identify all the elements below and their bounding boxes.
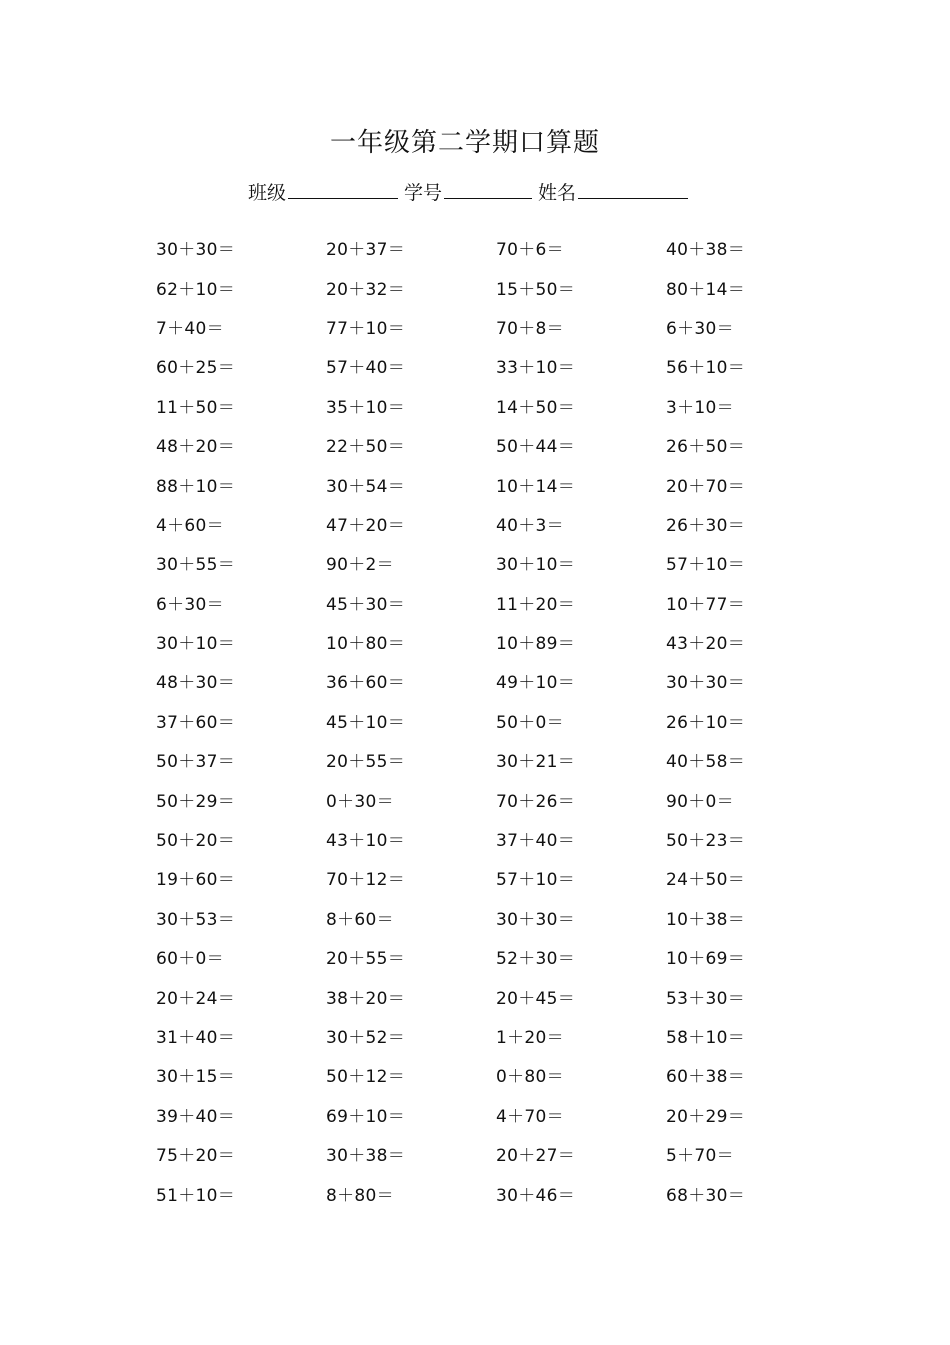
problem-item: 10＋89＝ [496, 634, 576, 655]
problem-item: 45＋10＝ [326, 712, 406, 733]
problem-row [156, 622, 836, 661]
problem-row [156, 1055, 836, 1094]
problem-item: 50＋44＝ [496, 437, 576, 458]
problem-row [156, 425, 836, 464]
problem-item: 62＋10＝ [156, 279, 236, 300]
problem-item: 10＋14＝ [496, 476, 576, 497]
problem-item: 50＋29＝ [156, 791, 236, 812]
problem-item: 31＋40＝ [156, 1028, 236, 1048]
problem-row [156, 1173, 836, 1212]
problem-item: 20＋27＝ [496, 1146, 576, 1167]
problem-item: 53＋30＝ [666, 988, 746, 1009]
problem-item: 30＋10＝ [496, 555, 576, 576]
problem-item: 30＋30＝ [666, 673, 746, 694]
problem-item: 4＋70＝ [496, 1106, 564, 1127]
class-blank [288, 182, 398, 199]
problem-item: 51＋10＝ [156, 1185, 236, 1206]
problem-item: 10＋69＝ [666, 949, 746, 970]
problem-row [156, 504, 836, 543]
problem-row [156, 937, 836, 976]
problem-row [156, 858, 836, 897]
problem-item: 50＋12＝ [326, 1067, 406, 1088]
problem-item: 11＋20＝ [496, 594, 576, 615]
problem-item: 6＋30＝ [666, 318, 734, 339]
problem-item: 8＋60＝ [326, 909, 394, 930]
problem-item: 40＋38＝ [666, 240, 746, 261]
problem-item: 70＋26＝ [496, 791, 576, 812]
problem-row [156, 701, 836, 740]
problem-item: 26＋10＝ [666, 712, 746, 733]
problem-item: 60＋38＝ [666, 1067, 746, 1088]
problem-item: 33＋10＝ [496, 358, 576, 379]
problem-item: 45＋30＝ [326, 594, 406, 615]
problem-item: 30＋30＝ [496, 909, 576, 930]
student-no-label: 学号 [404, 182, 443, 204]
problem-item: 20＋29＝ [666, 1106, 746, 1127]
problem-item: 70＋12＝ [326, 870, 406, 891]
problem-row [156, 898, 836, 937]
problem-item: 40＋58＝ [666, 752, 746, 773]
problem-item: 7＋40＝ [156, 318, 224, 339]
problem-row [156, 464, 836, 503]
problem-row [156, 1134, 836, 1173]
problem-item: 10＋77＝ [666, 594, 746, 615]
problem-item: 22＋50＝ [326, 437, 406, 458]
problem-item: 57＋40＝ [326, 358, 406, 379]
problem-item: 1＋20＝ [496, 1028, 564, 1048]
problem-row [156, 386, 836, 425]
problem-item: 50＋37＝ [156, 752, 236, 773]
problem-item: 38＋20＝ [326, 988, 406, 1009]
problem-item: 43＋10＝ [326, 831, 406, 852]
problem-row [156, 1095, 836, 1134]
problem-item: 6＋30＝ [156, 594, 224, 615]
problem-item: 3＋10＝ [666, 397, 734, 418]
problem-item: 10＋80＝ [326, 634, 406, 655]
problem-item: 14＋50＝ [496, 397, 576, 418]
problem-item: 48＋20＝ [156, 437, 236, 458]
problem-item: 30＋55＝ [156, 555, 236, 576]
problem-item: 40＋3＝ [496, 515, 564, 536]
problem-item: 47＋20＝ [326, 515, 406, 536]
problem-item: 20＋32＝ [326, 279, 406, 300]
problem-item: 50＋23＝ [666, 831, 746, 852]
student-no-blank [444, 182, 532, 199]
problem-item: 49＋10＝ [496, 673, 576, 694]
problem-item: 26＋50＝ [666, 437, 746, 458]
problem-item: 20＋55＝ [326, 949, 406, 970]
problem-row [156, 543, 836, 582]
problem-item: 4＋60＝ [156, 515, 224, 536]
problem-item: 20＋37＝ [326, 240, 406, 261]
problem-row [156, 267, 836, 306]
problem-row [156, 1016, 836, 1055]
problem-item: 60＋0＝ [156, 949, 224, 970]
problem-item: 19＋60＝ [156, 870, 236, 891]
problem-item: 20＋45＝ [496, 988, 576, 1009]
problem-item: 58＋10＝ [666, 1028, 746, 1048]
problem-item: 56＋10＝ [666, 358, 746, 379]
problem-row [156, 661, 836, 700]
name-blank [578, 182, 688, 199]
problem-item: 30＋52＝ [326, 1028, 406, 1048]
problem-item: 11＋50＝ [156, 397, 236, 418]
problem-item: 77＋10＝ [326, 318, 406, 339]
problem-item: 26＋30＝ [666, 515, 746, 536]
problem-item: 20＋55＝ [326, 752, 406, 773]
problem-item: 70＋6＝ [496, 240, 564, 261]
problem-item: 35＋10＝ [326, 397, 406, 418]
name-label: 姓名 [538, 182, 577, 204]
problem-row [156, 740, 836, 779]
problem-row [156, 307, 836, 346]
problem-item: 30＋38＝ [326, 1146, 406, 1167]
problem-item: 57＋10＝ [666, 555, 746, 576]
problem-item: 90＋0＝ [666, 791, 734, 812]
problem-row [156, 819, 836, 858]
problem-item: 30＋53＝ [156, 909, 236, 930]
problem-item: 88＋10＝ [156, 476, 236, 497]
problem-item: 8＋80＝ [326, 1185, 394, 1206]
problem-item: 50＋0＝ [496, 712, 564, 733]
problem-row [156, 779, 836, 818]
problem-item: 30＋54＝ [326, 476, 406, 497]
problem-item: 30＋15＝ [156, 1067, 236, 1088]
problem-item: 70＋8＝ [496, 318, 564, 339]
problem-row [156, 976, 836, 1015]
problem-item: 69＋10＝ [326, 1106, 406, 1127]
problem-item: 37＋40＝ [496, 831, 576, 852]
problem-item: 48＋30＝ [156, 673, 236, 694]
page-title: 一年级第二学期口算题 [329, 128, 600, 158]
problem-item: 20＋70＝ [666, 476, 746, 497]
problem-item: 30＋30＝ [156, 240, 236, 261]
problem-grid [156, 228, 836, 1213]
problem-item: 30＋10＝ [156, 634, 236, 655]
problem-item: 52＋30＝ [496, 949, 576, 970]
problem-item: 5＋70＝ [666, 1146, 734, 1167]
problem-item: 39＋40＝ [156, 1106, 236, 1127]
problem-item: 30＋46＝ [496, 1185, 576, 1206]
problem-item: 50＋20＝ [156, 831, 236, 852]
problem-item: 90＋2＝ [326, 555, 394, 576]
problem-row [156, 583, 836, 622]
problem-item: 15＋50＝ [496, 279, 576, 300]
problem-item: 80＋14＝ [666, 279, 746, 300]
class-label: 班级 [248, 182, 287, 204]
problem-item: 24＋50＝ [666, 870, 746, 891]
problem-item: 20＋24＝ [156, 988, 236, 1009]
problem-item: 60＋25＝ [156, 358, 236, 379]
problem-item: 57＋10＝ [496, 870, 576, 891]
problem-row [156, 346, 836, 385]
problem-item: 36＋60＝ [326, 673, 406, 694]
student-info-line [248, 178, 688, 205]
problem-item: 75＋20＝ [156, 1146, 236, 1167]
problem-item: 68＋30＝ [666, 1185, 746, 1206]
problem-item: 30＋21＝ [496, 752, 576, 773]
problem-item: 0＋80＝ [496, 1067, 564, 1088]
problem-item: 0＋30＝ [326, 791, 394, 812]
problem-item: 37＋60＝ [156, 712, 236, 733]
problem-row [156, 228, 836, 267]
problem-item: 10＋38＝ [666, 909, 746, 930]
problem-item: 43＋20＝ [666, 634, 746, 655]
